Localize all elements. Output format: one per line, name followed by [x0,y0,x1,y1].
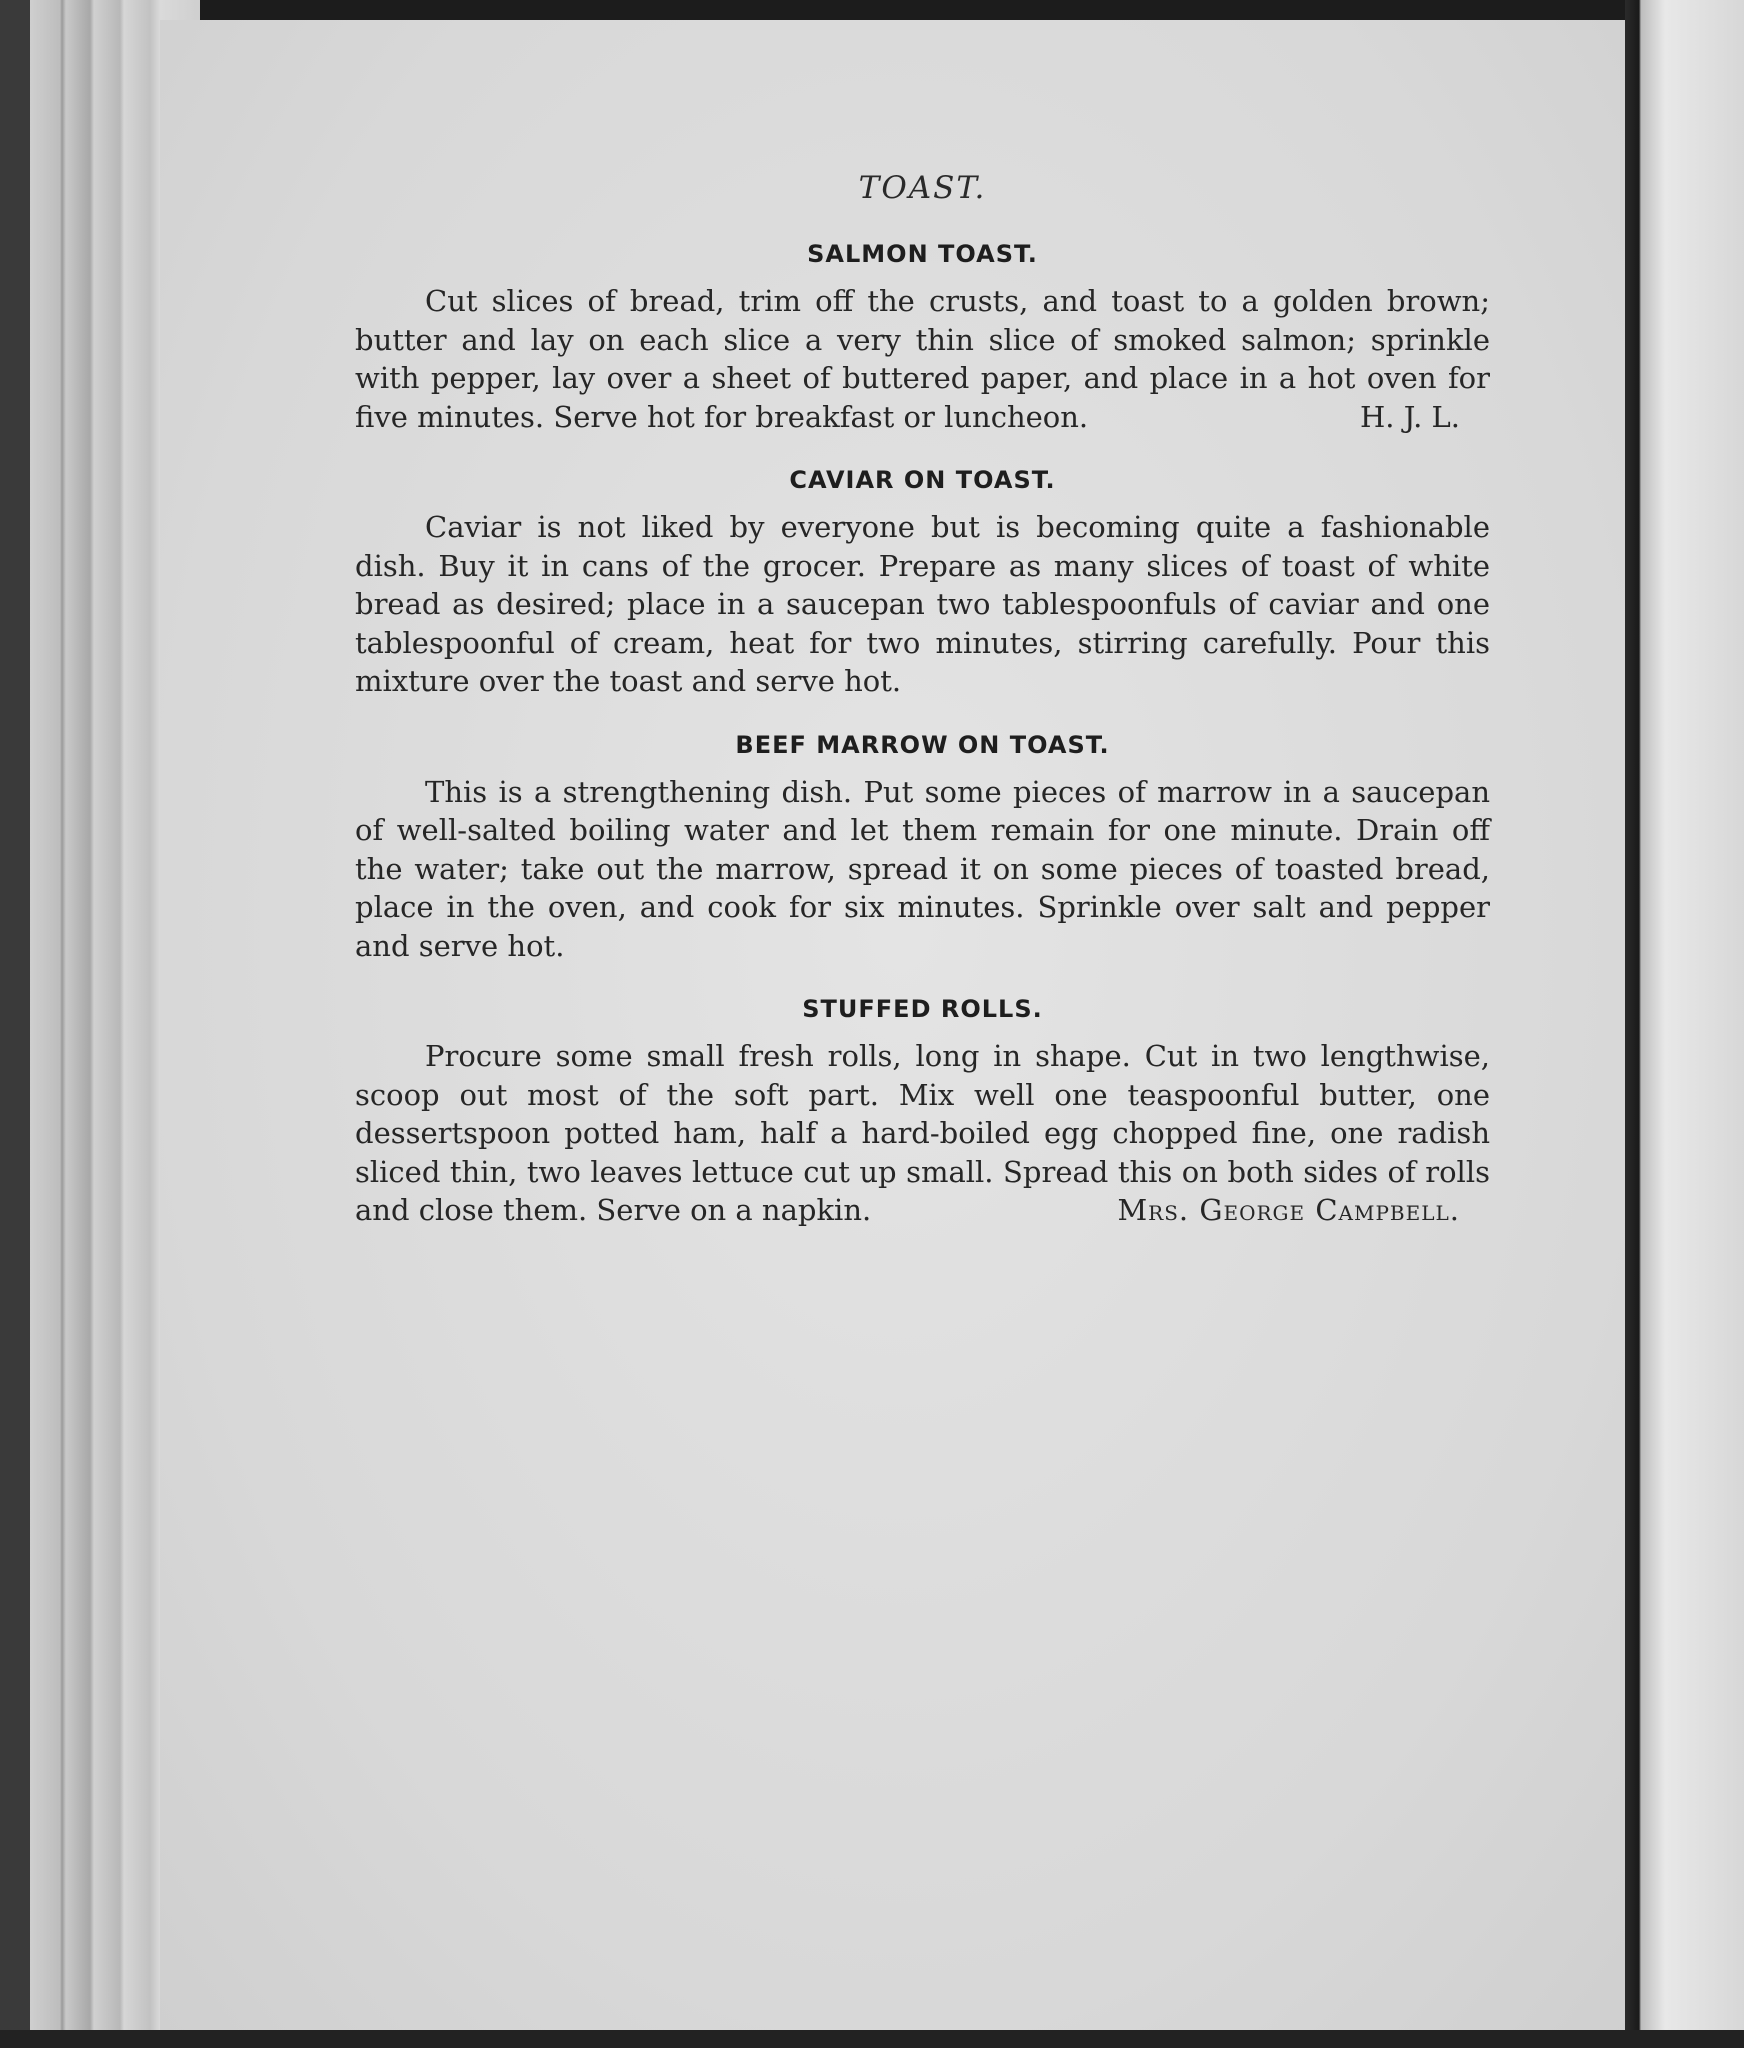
page-content [355,170,1490,1260]
recipe-salmon-toast [355,240,1490,436]
recipe-title: SALMON TOAST. [807,240,1038,268]
recipe-text: Procure some small fresh rolls, long in shape. Cut in two lengthwise, scoop out most of the soft part. Mix well one teaspoonful butter, one dessertspoon potted ham, half a hard-boiled egg chopped fine, one radish sliced thin, two leaves lettuce cut up small. Spread this on both sides of rolls and close them. Serve on a napkin. [355,1039,1490,1227]
recipe-text: Cut slices of bread, trim off the crusts, and toast to a golden brown; butter and lay on each slice a very thin slice of smoked salmon; sprinkle with pepper, lay over a sheet of buttered paper, and place in a hot oven for five minutes. Serve hot for breakfast or luncheon. [355,284,1490,434]
recipe-body [355,282,1490,436]
bottom-edge [0,2030,1744,2048]
recipe-body [355,508,1490,701]
recipe-beef-marrow-on-toast [355,731,1490,966]
book-binding-edge [1625,0,1744,2048]
recipe-stuffed-rolls [355,995,1490,1230]
recipe-title: CAVIAR ON TOAST. [789,466,1056,494]
recipe-signature: H. J. L. [1359,399,1460,434]
recipe-body [355,773,1490,966]
recipe-caviar-on-toast [355,466,1490,701]
recipe-text: Caviar is not liked by everyone but is becoming quite a fashionable dish. Buy it in cans of the grocer. Prepare as many slices of toast of white bread as desired; place in a saucepan two tablespoonfuls of caviar and one tablespoonful of cream, heat for two minutes, stirring carefully. Pour this mixture over the toast and serve hot. [355,510,1490,698]
recipe-title: BEEF MARROW ON TOAST. [735,730,1110,759]
recipe-title: STUFFED ROLLS. [802,995,1043,1023]
recipe-signature: Mrs. George Campbell. [1117,1193,1460,1227]
recipe-body [355,1037,1490,1230]
running-head: TOAST. [858,170,987,206]
recipe-text: This is a strengthening dish. Put some pieces of marrow in a saucepan of well-salted boiling water and let them remain for one minute. Drain off the water; take out the marrow, spread it on some pieces of toasted bread, place in the oven, and cook for six minutes. Sprinkle over salt and pepper and serve hot. [355,774,1490,963]
